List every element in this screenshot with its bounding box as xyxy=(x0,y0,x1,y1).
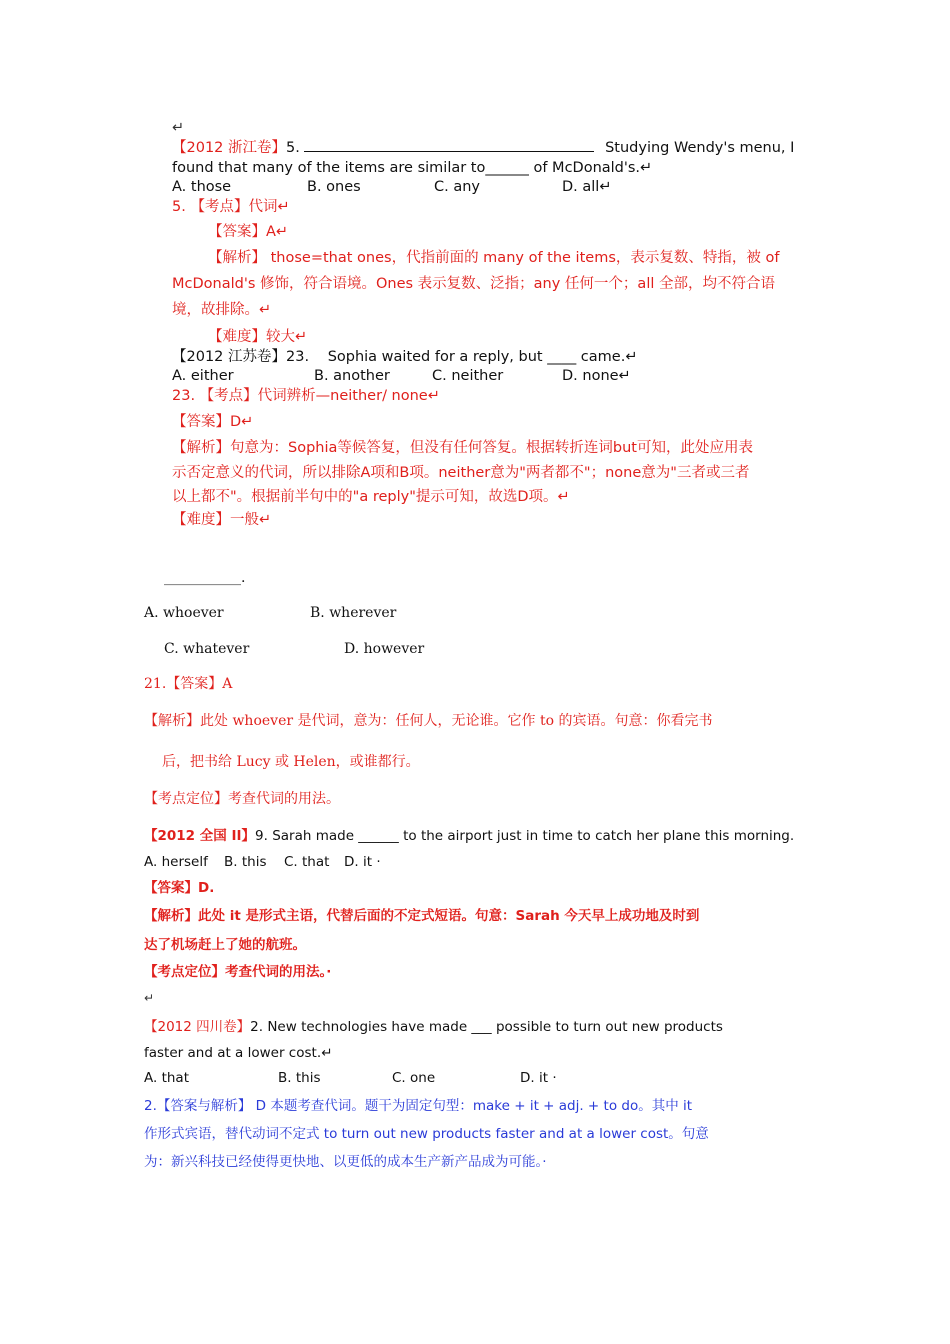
question-9-stem xyxy=(144,826,794,846)
question-9-analysis-line1: 【解析】此处 it 是形式主语，代替后面的不定式短语。句意：Sarah 今天早上成功地及时到 xyxy=(144,908,700,924)
option-c: C. neither xyxy=(432,368,504,384)
question-21-option-c: C. whatever xyxy=(164,641,250,657)
question-5-stem-line2: found that many of the items are similar to______ of McDonald's.↵ xyxy=(172,160,653,176)
option-c: C. that xyxy=(284,854,330,870)
question-stem: Sophia waited for a reply, but ____ came.↵ xyxy=(327,349,638,365)
question-number: 5. xyxy=(286,140,300,156)
question-9-answer: 【答案】D. xyxy=(144,880,215,896)
question-2-analysis-line3: 为：新兴科技已经使得更快地、以更低的成本生产新产品成为可能。· xyxy=(144,1154,547,1170)
question-5-analysis xyxy=(208,248,779,268)
question-5-topic: 5. 【考点】代词↵ xyxy=(172,199,290,215)
question-5-answer: 【答案】A↵ xyxy=(208,224,289,240)
question-5-analysis-line2: McDonald's 修饰，符合语境。Ones 表示复数、泛指；any 任何一个；all 全部，均不符合语 xyxy=(172,276,775,292)
option-b: B. this xyxy=(224,854,267,870)
option-a: A. herself xyxy=(144,854,208,870)
question-9-options xyxy=(144,852,404,872)
question-23-stem xyxy=(172,347,637,367)
question-stem-tail: Studying Wendy's menu, I xyxy=(605,140,795,156)
option-b: B. another xyxy=(314,368,390,384)
option-d: D. all↵ xyxy=(562,179,612,195)
question-21-topic: 【考点定位】考查代词的用法。 xyxy=(144,791,340,807)
question-stem: 2. New technologies have made ___ possible to turn out new products xyxy=(250,1019,723,1035)
question-5-options xyxy=(172,177,632,197)
question-2-analysis-line1: 2.【答案与解析】 D 本题考查代词。题干为固定句型：make + it + adj. + to do。其中 it xyxy=(144,1098,693,1114)
question-23-analysis-line1: 【解析】句意为：Sophia等候答复，但没有任何答复。根据转折连词but可知，此处应用表 xyxy=(172,440,753,456)
question-9-analysis-line2: 达了机场赶上了她的航班。 xyxy=(144,937,306,953)
option-a: A. that xyxy=(144,1070,189,1086)
question-21-blank: ___________. xyxy=(164,570,246,586)
return-mark: ↵ xyxy=(172,120,185,136)
question-2-stem xyxy=(144,1017,723,1037)
analysis-text: those=that ones，代指前面的 many of the items，表示复数、特指，被 of xyxy=(270,250,780,266)
question-5-analysis-line3: 境，故排除。↵ xyxy=(172,302,272,318)
option-d: D. it · xyxy=(344,854,381,870)
question-stem: 9. Sarah made ______ to the airport just in time to catch her plane this morning. xyxy=(255,828,795,844)
return-mark: ↵ xyxy=(144,991,155,1005)
question-9-topic: 【考点定位】考查代词的用法。· xyxy=(144,964,332,980)
question-23-topic: 23. 【考点】代词辨析—neither/ none↵ xyxy=(172,388,440,404)
option-d: D. none↵ xyxy=(562,368,631,384)
question-2-options xyxy=(144,1068,604,1088)
question-23-answer: 【答案】D↵ xyxy=(172,414,254,430)
option-a: A. those xyxy=(172,179,232,195)
question-21-analysis-line1: 【解析】此处 whoever 是代词，意为：任何人，无论谁。它作 to 的宾语。句意：你看完书 xyxy=(144,713,713,729)
question-5-difficulty: 【难度】较大↵ xyxy=(208,329,308,345)
question-21-analysis-line2: 后，把书给 Lucy 或 Helen，或谁都行。 xyxy=(162,754,420,770)
question-source: 【2012 四川卷】 xyxy=(144,1019,251,1035)
question-source: 【2012 全国 II】 xyxy=(144,828,256,844)
question-source: 【2012 江苏卷】23. xyxy=(172,349,310,365)
question-source: 【2012 浙江卷】 xyxy=(172,140,287,156)
question-21-option-a: A. whoever xyxy=(144,605,224,621)
option-c: C. any xyxy=(434,179,480,195)
question-21-answer: 21.【答案】A xyxy=(144,676,233,692)
option-a: A. either xyxy=(172,368,234,384)
answer-blank xyxy=(304,139,594,152)
option-b: B. ones xyxy=(307,179,361,195)
option-b: B. this xyxy=(278,1070,321,1086)
question-23-options xyxy=(172,366,632,386)
question-21-option-b: B. wherever xyxy=(310,605,397,621)
question-21-option-d: D. however xyxy=(344,641,425,657)
option-d: D. it · xyxy=(520,1070,557,1086)
question-2-stem-line2: faster and at a lower cost.↵ xyxy=(144,1045,333,1061)
analysis-label: 【解析】 xyxy=(208,250,266,266)
question-23-analysis-line2: 示否定意义的代词，所以排除A项和B项。neither意为"两者都不"；none意为"三者或三者 xyxy=(172,465,750,481)
question-23-analysis-line3: 以上都不"。根据前半句中的"a reply"提示可知，故选D项。↵ xyxy=(172,489,570,505)
option-c: C. one xyxy=(392,1070,436,1086)
question-2-analysis-line2: 作形式宾语，替代动词不定式 to turn out new products faster and at a lower cost。句意 xyxy=(144,1126,709,1142)
question-23-difficulty: 【难度】一般↵ xyxy=(172,512,272,528)
question-5-stem xyxy=(172,138,794,158)
